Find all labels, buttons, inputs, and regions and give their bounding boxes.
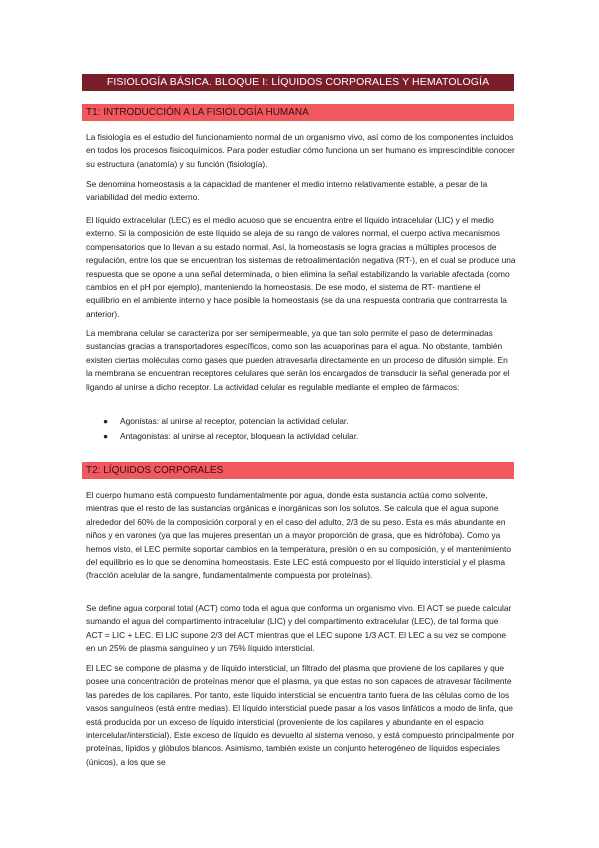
list-item-text: Antagonistas: al unirse al receptor, bloquean la actividad celular. [120, 430, 359, 441]
section-heading-t2: T2: LÍQUIDOS CORPORALES [82, 462, 514, 479]
paragraph: Se denomina homeostasis a la capacidad de mantener el medio interno relativamente estable, a pesar de la variabilidad del medio externo. [86, 179, 488, 203]
list-item [86, 429, 516, 444]
paragraph: La membrana celular se caracteriza por ser semipermeable, ya que tan solo permite el paso de determinadas sustancias gracias a transportadores específicos, como son las acuaporinas para el agua. No obstante, también existen ciertas moléculas como gases que pueden atravesarla directamente en un proceso de difusión simple. En la membrana se encuentran receptores celulares que serán los encargados de transducir la señal generada por el ligando al unirse a dicho receptor. La actividad celular es regulable mediante el empleo de fármacos: [86, 328, 510, 392]
section-heading-t1: T1: INTRODUCCIÓN A LA FISIOLOGÍA HUMANA [82, 104, 514, 121]
paragraph: El cuerpo humano está compuesto fundamentalmente por agua, donde esta sustancia actúa como solvente, mientras que el resto de las sustancias orgánicas e inorgánicas son los solutos. Se calcula que el agua supone alrededor del 60% de la composición corporal y en el caso del adulto, 2/3 de su peso. Esta es más abundante en niños y en varones (ya que las mujeres presentan un a mayor proporción de grasa, que es hidrófoba). Como ya hemos visto, el LEC permite soportar cambios en la temperatura, presión o en su composición, y el mantenimiento del equilibrio es lo que se denomina homeostasis. Este LEC está compuesto por el líquido intersticial y el plasma (fracción acelular de la sangre, fundamentalmente compuesta por proteínas). [86, 490, 512, 581]
paragraph: El LEC se compone de plasma y de líquido intersticial, un filtrado del plasma que proviene de los capilares y que posee una concentración de proteínas menor que el plasma, ya que estas no son capaces de atravesar fácilmente las paredes de los capilares. Por tanto, este líquido intersticial se encuentra tanto fuera de las células como de los vasos sanguíneos (está entre medias). El líquido intersticial puede pasar a los vasos linfáticos a modo de linfa, que está producida por un exceso de líquido intersticial (proveniente de los capilares y abundante en el espacio intercelular/intersticial). Este exceso de líquido es devuelto al sistema venoso, y está compuesto principalmente por proteínas, lípidos y glóbulos blancos. Asimismo, también existe un conjunto heterogéneo de líquidos especiales (únicos), a los que se [86, 663, 515, 767]
list-item-text: Agonistas: al unirse al receptor, potencian la actividad celular. [120, 416, 349, 426]
paragraph: El líquido extracelular (LEC) es el medio acuoso que se encuentra entre el líquido intracelular (LIC) y el medio externo. Si la composición de este líquido se aleja de su rango de valores normal, el cuerpo activa mecanismos compensatorios que lo llevan a su estado normal. Así, la homeostasis se logra gracias a múltiples procesos de regulación, entre los que se encuentran los sistemas de retroalimentación negativa (RT-), en el cual se produce una respuesta que se opone a una señal determinada, o bien elimina la señal estabilizando la variable afectada (como cambios en el pH por ejemplo), manteniendo la homeostasis. De ese modo, el sistema de RT- mantiene el equilibrio en el ambiente interno y hace posible la homeostasis (se da una respuesta contraria que contrarresta la anterior). [86, 215, 516, 319]
bullet-list [86, 414, 516, 443]
bullet-icon: ● [103, 430, 109, 441]
paragraph: Se define agua corporal total (ACT) como toda el agua que conforma un organismo vivo. El ACT se puede calcular sumando el agua del compartimento intracelular (LIC) y del compartimento extracelular (LEC), de tal forma que ACT = LIC + LEC. El LIC supone 2/3 del ACT mientras que el LEC supone 1/3 ACT. El LEC a su vez se compone en un 25% de plasma sanguíneo y un 75% líquido intersticial. [86, 603, 512, 654]
paragraph: La fisiología es el estudio del funcionamiento normal de un organismo vivo, así como de los componentes incluidos en todos los procesos fisicoquímicos. Para poder estudiar cómo funciona un ser humano es imprescindible conocer su estructura (anatomía) y su función (fisiología). [86, 132, 515, 169]
document-title: FISIOLOGÍA BÁSICA. BLOQUE I: LÍQUIDOS CORPORALES Y HEMATOLOGÍA [82, 74, 514, 91]
bullet-icon: ● [103, 416, 109, 426]
list-item [86, 414, 516, 429]
